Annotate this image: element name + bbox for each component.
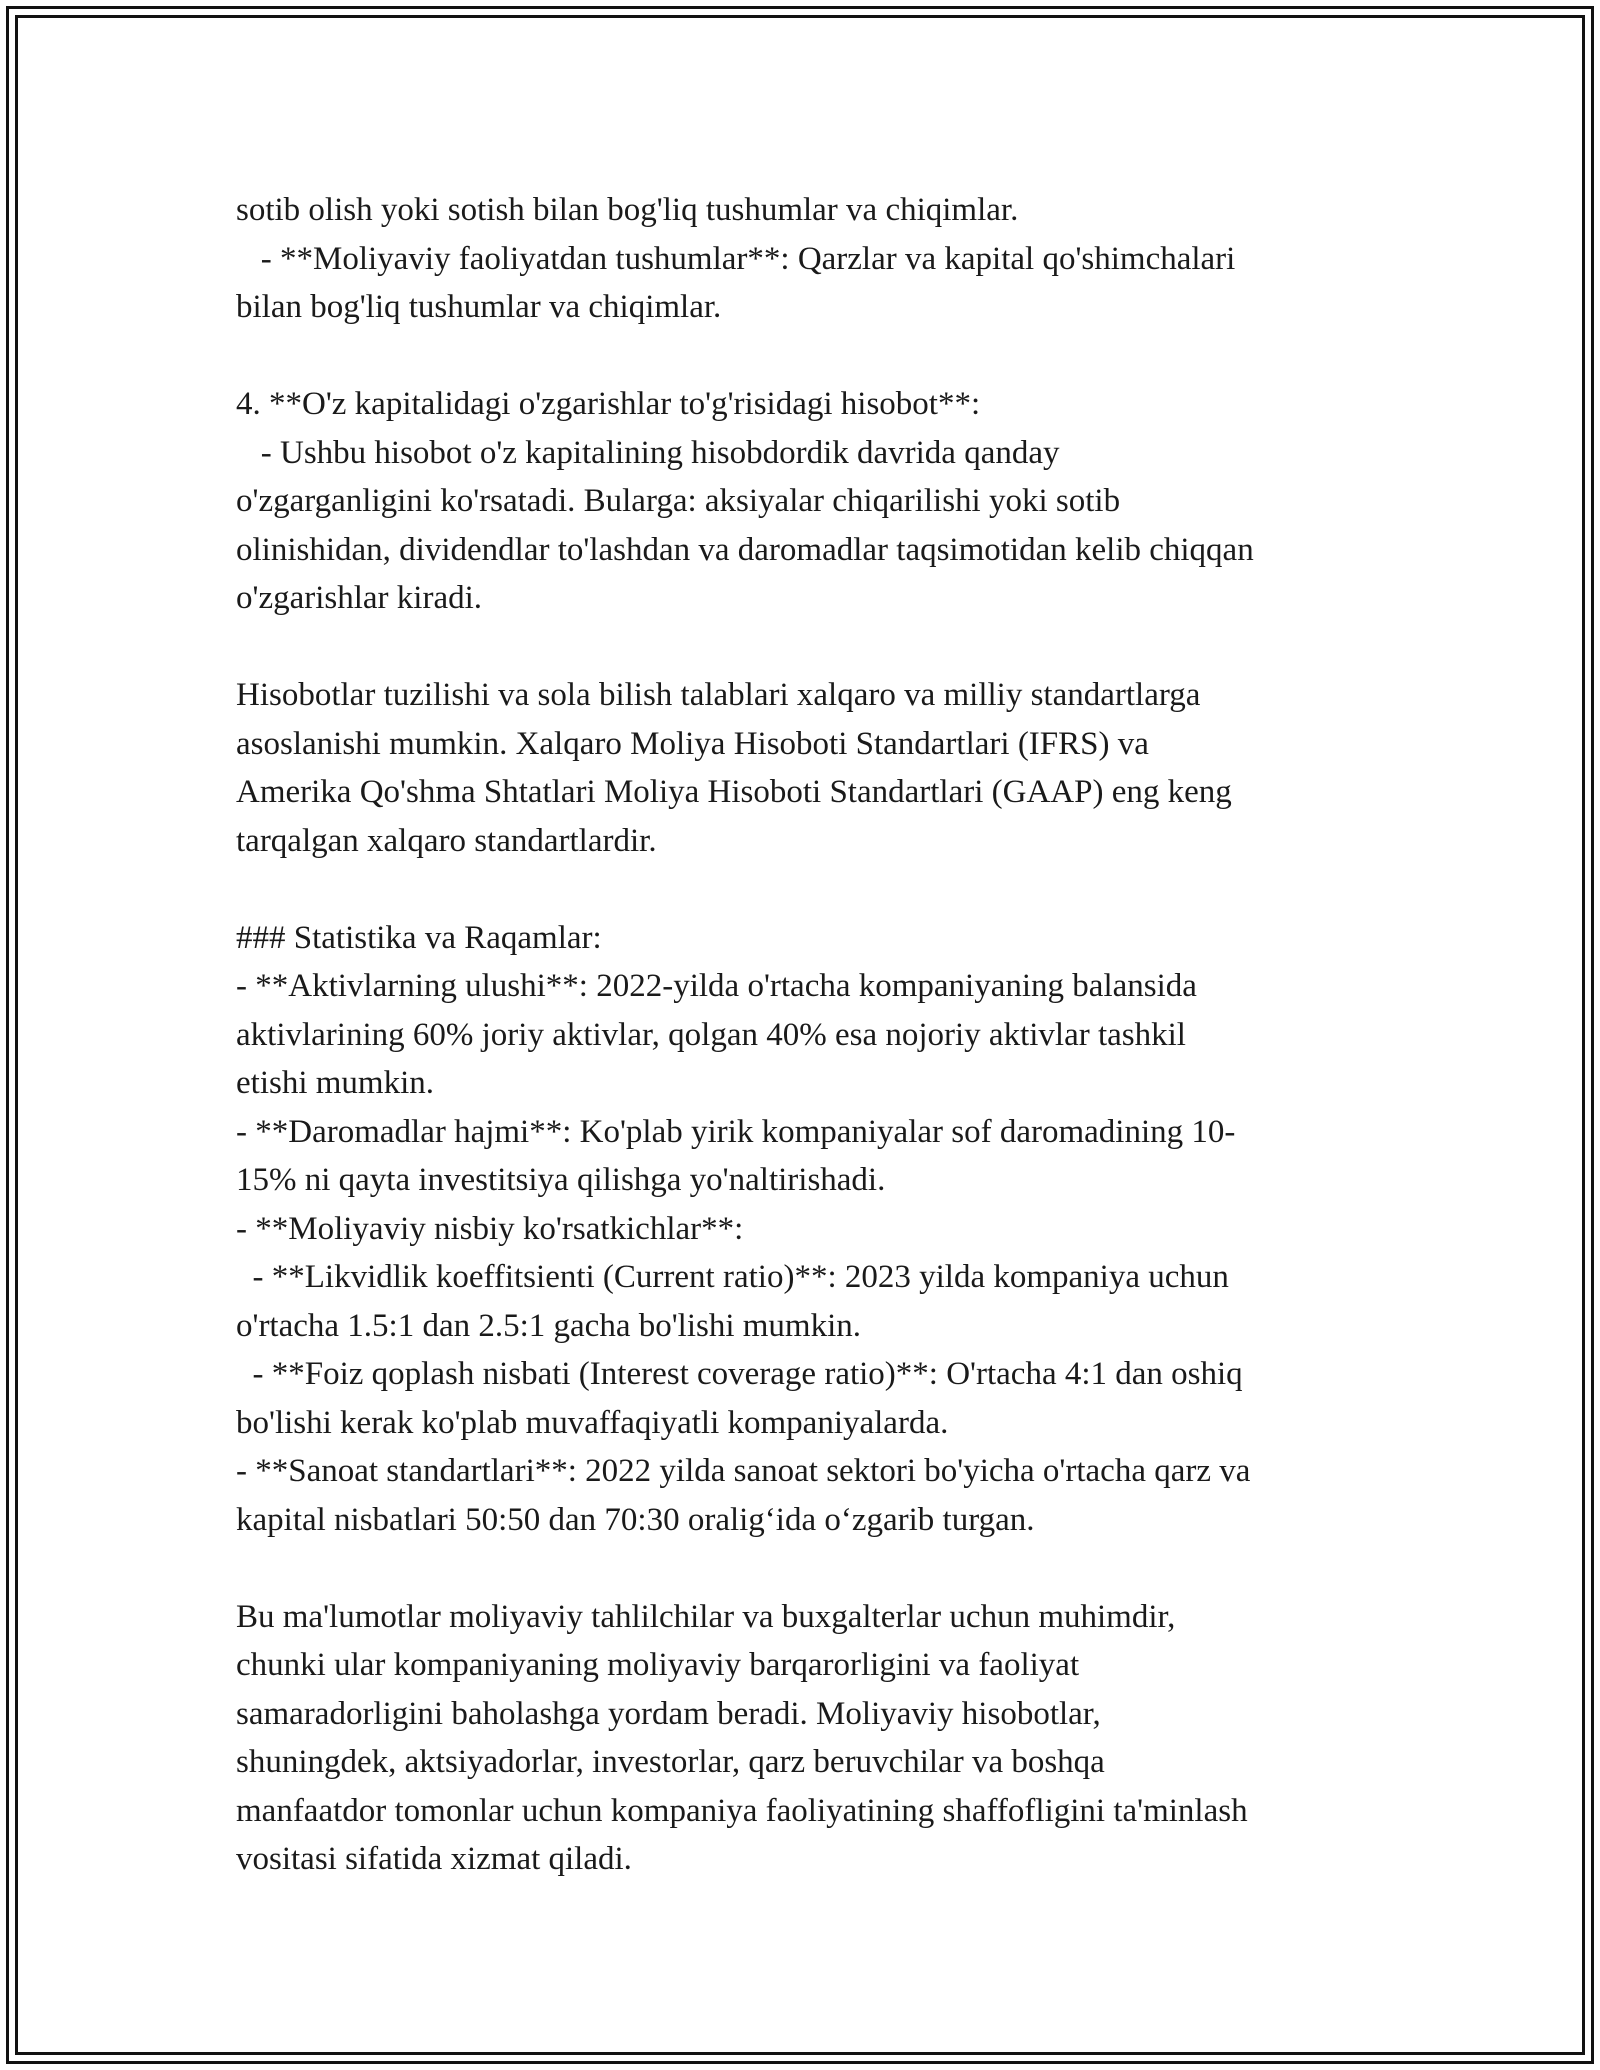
text-line: shuningdek, aktsiyadorlar, investorlar, qarz beruvchilar va boshqa xyxy=(236,1744,1105,1780)
paragraph xyxy=(236,671,1396,865)
text-line: - **Foiz qoplash nisbati (Interest coverage ratio)**: O'rtacha 4:1 dan oshiq xyxy=(236,1356,1243,1392)
text-line: - Ushbu hisobot o'z kapitalining hisobdordik davrida qanday xyxy=(236,434,1060,471)
text-line: bo'lishi kerak ko'plab muvaffaqiyatli kompaniyalarda. xyxy=(236,1404,949,1441)
text-line: - **Sanoat standartlari**: 2022 yilda sanoat sektori bo'yicha o'rtacha qarz va xyxy=(236,1453,1251,1489)
text-line: tarqalgan xalqaro standartlardir. xyxy=(236,822,657,859)
paragraph xyxy=(236,914,1396,1545)
text-line: o'zgarishlar kiradi. xyxy=(236,580,483,616)
text-line: asoslanishi mumkin. Xalqaro Moliya Hisoboti Standartlari (IFRS) va xyxy=(236,725,1149,762)
text-line: chunki ular kompaniyaning moliyaviy barqarorligini va faoliyat xyxy=(236,1647,1080,1683)
paragraph xyxy=(236,1593,1396,1884)
paragraph xyxy=(236,186,1396,332)
text-line: sotib olish yoki sotish bilan bog'liq tushumlar va chiqimlar. xyxy=(236,192,1019,228)
text-line: Hisobotlar tuzilishi va sola bilish talablari xalqaro va milliy standartlarga xyxy=(236,677,1201,713)
text-line: 15% ni qayta investitsiya qilishga yo'naltirishadi. xyxy=(236,1162,886,1198)
paragraph-gap xyxy=(236,1544,1396,1593)
text-line: manfaatdor tomonlar uchun kompaniya faoliyatining shaffofligini ta'minlash xyxy=(236,1792,1248,1829)
paragraph-gap xyxy=(236,332,1396,381)
section-heading: ### Statistika va Raqamlar: xyxy=(236,919,602,956)
text-line: - **Moliyaviy nisbiy ko'rsatkichlar**: xyxy=(236,1210,744,1247)
text-line: o'rtacha 1.5:1 dan 2.5:1 gacha bo'lishi mumkin. xyxy=(236,1307,862,1344)
text-line: - **Daromadlar hajmi**: Ko'plab yirik kompaniyalar sof daromadining 10- xyxy=(236,1113,1236,1150)
paragraph-gap xyxy=(236,865,1396,914)
paragraph-gap xyxy=(236,623,1396,672)
text-line: - **Aktivlarning ulushi**: 2022-yilda o'rtacha kompaniyaning balansida xyxy=(236,968,1197,1004)
text-line: o'zgarganligini ko'rsatadi. Bularga: aksiyalar chiqarilishi yoki sotib xyxy=(236,483,1121,519)
text-line: samaradorligini baholashga yordam beradi. Moliyaviy hisobotlar, xyxy=(236,1695,1101,1732)
text-line: Amerika Qo'shma Shtatlari Moliya Hisoboti Standartlari (GAAP) eng keng xyxy=(236,774,1232,810)
text-line: 4. **O'z kapitalidagi o'zgarishlar to'g'risidagi hisobot**: xyxy=(236,386,981,422)
text-line: Bu ma'lumotlar moliyaviy tahlilchilar va buxgalterlar uchun muhimdir, xyxy=(236,1598,1176,1635)
text-line: - **Likvidlik koeffitsienti (Current ratio)**: 2023 yilda kompaniya uchun xyxy=(236,1259,1229,1295)
paragraph xyxy=(236,380,1396,623)
text-line: kapital nisbatlari 50:50 dan 70:30 oralig‘ida o‘zgarib turgan. xyxy=(236,1501,1035,1538)
text-line: etishi mumkin. xyxy=(236,1065,434,1101)
text-line: aktivlarining 60% joriy aktivlar, qolgan 40% esa nojoriy aktivlar tashkil xyxy=(236,1016,1186,1053)
text-line: vositasi sifatida xizmat qiladi. xyxy=(236,1841,632,1877)
text-line: bilan bog'liq tushumlar va chiqimlar. xyxy=(236,289,722,325)
document-body xyxy=(236,186,1396,1884)
text-line: - **Moliyaviy faoliyatdan tushumlar**: Qarzlar va kapital qo'shimchalari xyxy=(236,240,1236,277)
text-line: olinishidan, dividendlar to'lashdan va daromadlar taqsimotidan kelib chiqqan xyxy=(236,531,1254,568)
